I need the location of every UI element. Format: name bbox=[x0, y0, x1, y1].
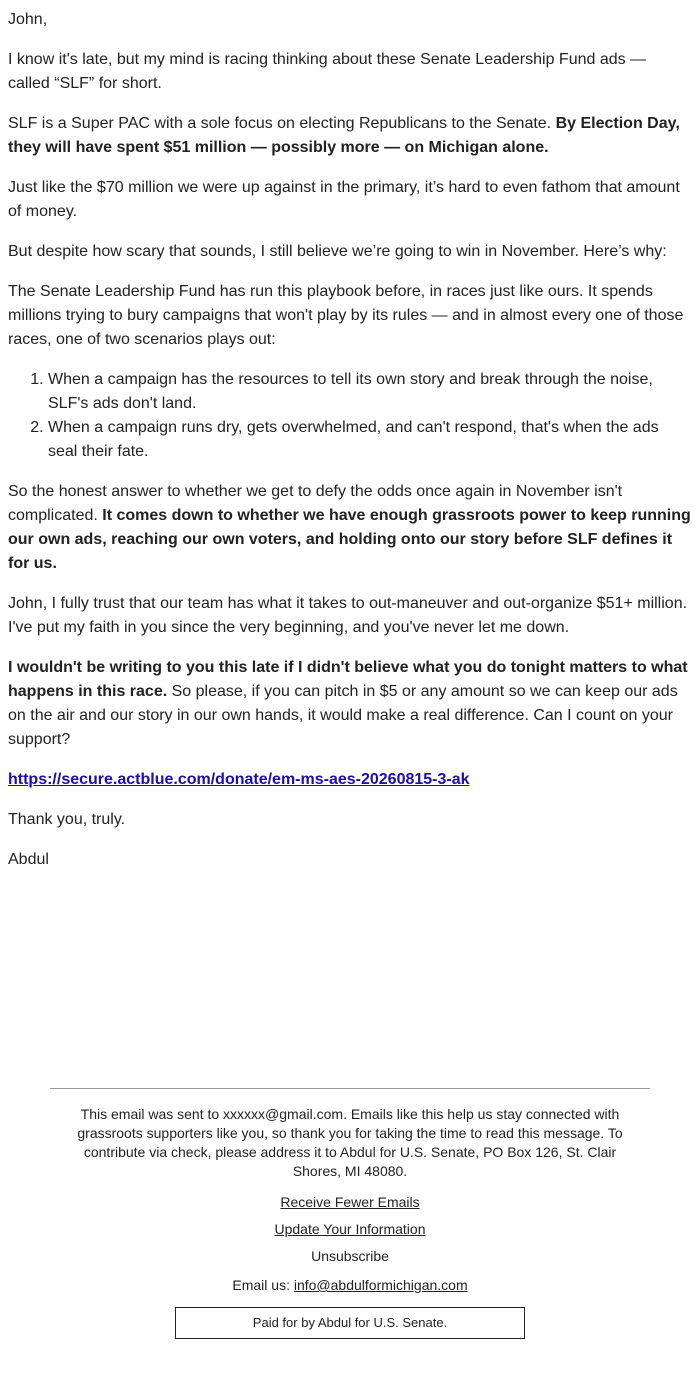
paid-for-box: Paid for by Abdul for U.S. Senate. bbox=[175, 1307, 525, 1339]
paragraph-ask-text: So please, if you can pitch in $5 or any amount so we can keep our ads on the air and our story in our own hands, it would make a real difference. Can I count on your support? bbox=[8, 683, 678, 748]
list-item: 2. When a campaign runs dry, gets overwhelmed, and can't respond, that's when the ads seal their fate. bbox=[48, 416, 692, 464]
footer-disclaimer: This email was sent to xxxxxx@gmail.com. Emails like this help us stay connected with grassroots supporters like you, so thank you for taking the time to read this message. To contribute via check, please address it to Abdul for U.S. Senate, PO Box 126, St. Clair Shores, MI 48080. bbox=[77, 1106, 623, 1179]
paragraph-primary: Just like the $70 million we were up against in the primary, it’s hard to even fathom that amount of money. bbox=[8, 179, 680, 220]
paragraph-answer-text: So the honest answer to whether we get to defy the odds once again in November isn't complicated. bbox=[8, 483, 623, 524]
paragraph-ask-emphasis: I wouldn't be writing to you this late if I didn't believe what you do tonight matters to what happens in this race. bbox=[8, 659, 688, 700]
paragraph-ask bbox=[8, 656, 692, 752]
email-body bbox=[8, 8, 692, 888]
email-us-row bbox=[50, 1276, 650, 1295]
paragraph-slf bbox=[8, 112, 692, 160]
email-us-label: Email us: bbox=[232, 1277, 294, 1293]
scenario-list bbox=[8, 368, 692, 464]
sign-off: Thank you, truly. bbox=[8, 811, 126, 828]
contact-email-link[interactable]: info@abdulformichigan.com bbox=[293, 1277, 468, 1293]
paragraph-slf-text: SLF is a Super PAC with a sole focus on electing Republicans to the Senate. bbox=[8, 115, 556, 132]
greeting: John, bbox=[8, 11, 48, 28]
paragraph-slf-emphasis: By Election Day, they will have spent $51 million — possibly more — on Michigan alone. bbox=[8, 115, 680, 156]
paragraph-trust: John, I fully trust that our team has what it takes to out-maneuver and out-organize $51+ million. I've put my faith in you since the very beginning, and you've never let me down. bbox=[8, 595, 688, 636]
unsubscribe-link[interactable]: Unsubscribe bbox=[311, 1248, 389, 1264]
signature: Abdul bbox=[8, 851, 49, 868]
paragraph-answer-emphasis: It comes down to whether we have enough grassroots power to keep running our own ads, reaching our own voters, and holding onto our story before SLF defines it for us. bbox=[8, 507, 691, 572]
list-item: 1. When a campaign has the resources to tell its own story and break through the noise, SLF's ads don't land. bbox=[48, 368, 692, 416]
update-information-link[interactable]: Update Your Information bbox=[274, 1221, 426, 1237]
paragraph-why: But despite how scary that sounds, I still believe we’re going to win in November. Here’s why: bbox=[8, 243, 667, 260]
paragraph-playbook: The Senate Leadership Fund has run this playbook before, in races just like ours. It spends millions trying to bury campaigns that won't play by its rules — and in almost every one of those races, one of two scenarios plays out: bbox=[8, 283, 684, 348]
donate-link[interactable]: https://secure.actblue.com/donate/em-ms-aes-20260815-3-ak bbox=[8, 771, 470, 788]
donate-paragraph bbox=[8, 768, 692, 792]
receive-fewer-emails-link[interactable]: Receive Fewer Emails bbox=[280, 1194, 420, 1210]
paragraph-answer bbox=[8, 480, 692, 576]
email-footer bbox=[50, 1088, 650, 1339]
paragraph-intro: I know it's late, but my mind is racing thinking about these Senate Leadership Fund ads — called “SLF” for short. bbox=[8, 51, 647, 92]
